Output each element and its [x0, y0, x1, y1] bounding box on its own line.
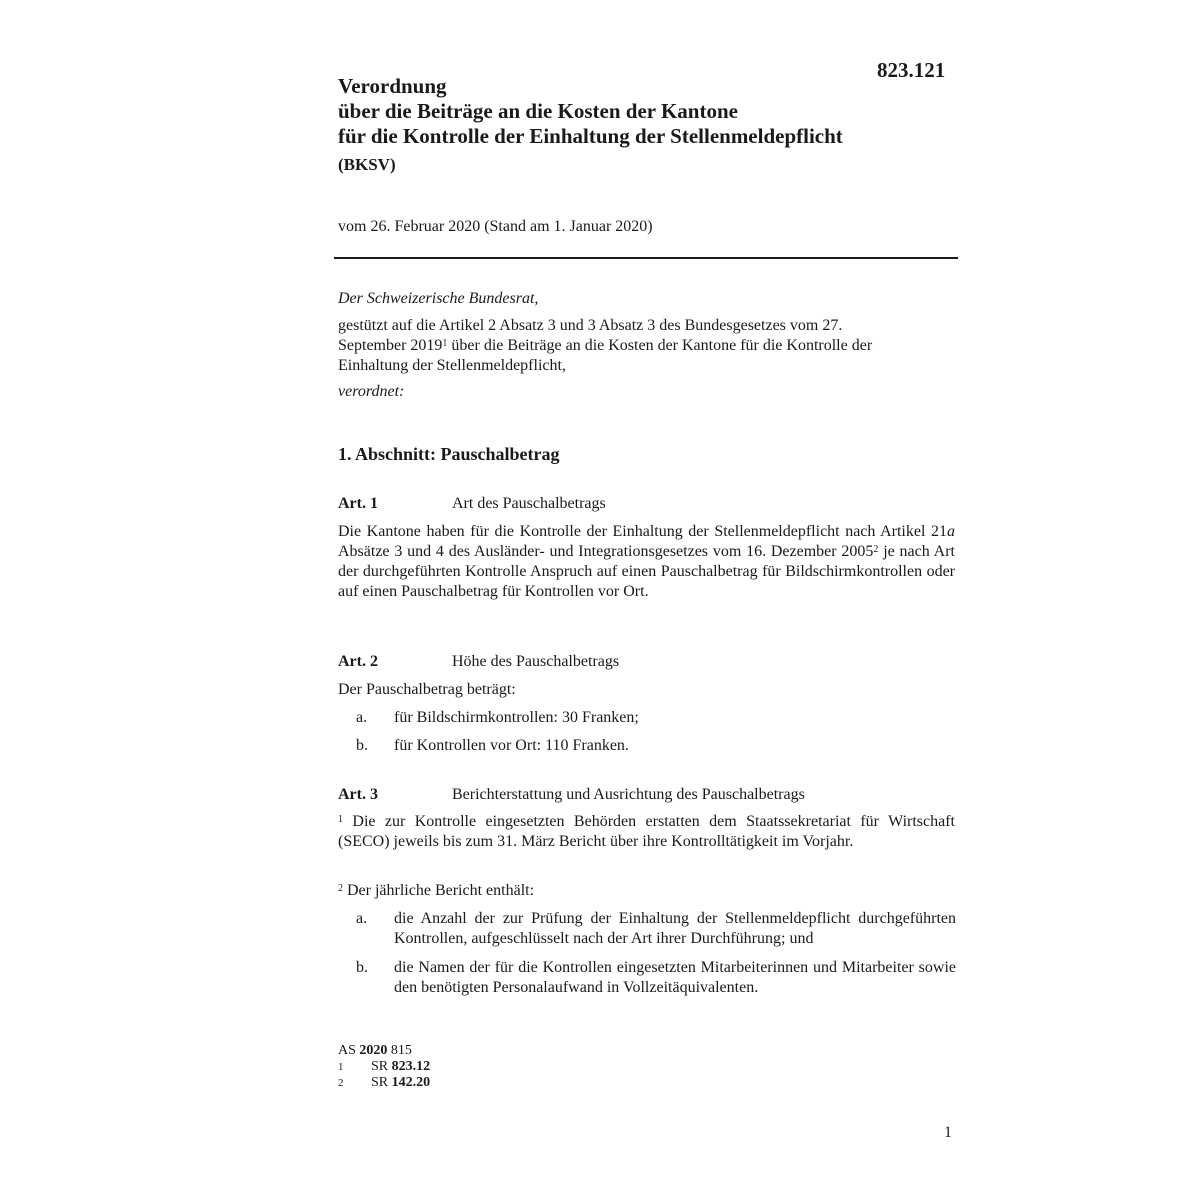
as-prefix: AS [338, 1043, 360, 1058]
article-3-paragraph-1 [338, 812, 955, 852]
article-2-heading [338, 652, 619, 672]
footnote-ref[interactable]: 1 [442, 338, 448, 349]
article-title: Art des Pauschalbetrags [452, 495, 606, 512]
footnote-sr-number: 142.20 [391, 1075, 431, 1090]
title-line: Verordnung [338, 74, 447, 98]
article-text: je nach Art der durchgeführten Kontrolle Anspruch auf einen Pauschalbetrag für Bildschirmkontrollen oder auf einen Pauschalbetrag für Kontrollen vor Ort. [338, 543, 955, 600]
date-line: vom 26. Februar 2020 (Stand am 1. Januar 2020) [338, 218, 653, 235]
article-3-heading [338, 785, 805, 805]
article-title: Höhe des Pauschalbetrags [452, 653, 620, 670]
list-text: die Anzahl der zur Prüfung der Einhaltung der Stellenmeldepflicht durchgeführten Kontrollen, aufgeschlüsselt nach der Art ihrer Durchführung; und [394, 910, 956, 947]
list-letter: a. [356, 709, 368, 726]
preamble-basis-text: über die Beiträge an die Kosten der Kantone für die Kontrolle der Einhaltung der Stellenmeldepflicht, [338, 337, 873, 374]
divider [334, 257, 958, 259]
article-text: a [947, 523, 955, 540]
document-title [338, 74, 958, 175]
footnote [338, 1075, 430, 1091]
article-1-text [338, 522, 955, 602]
article-text: Die zur Kontrolle eingesetzten Behörden erstatten dem Staatssekretariat für Wirtschaft (SECO) jeweils bis zum 31. März Bericht über ihre Kontrolltätigkeit im Vorjahr. [338, 813, 955, 850]
article-2-intro: Der Pauschalbetrag beträgt: [338, 681, 516, 698]
article-number: Art. 2 [338, 653, 378, 670]
footnote [338, 1059, 430, 1075]
article-text: Die Kantone haben für die Kontrolle der Einhaltung der Stellenmeldepflicht nach Artikel 21 [338, 523, 947, 540]
title-line: für die Kontrolle der Einhaltung der Stellenmeldepflicht [338, 124, 843, 148]
as-year: 2020 [359, 1043, 388, 1058]
preamble-author: Der Schweizerische Bundesrat, [338, 290, 539, 307]
list-text: für Kontrollen vor Ort: 110 Franken. [394, 737, 629, 754]
sr-number: 823.121 [877, 58, 946, 82]
footnote-sr-number: 823.12 [391, 1059, 431, 1074]
page-number: 1 [944, 1124, 952, 1141]
article-1-heading [338, 494, 606, 514]
footnote-ref[interactable]: 2 [873, 544, 879, 555]
preamble-verb: verordnet: [338, 383, 405, 400]
article-number: Art. 3 [338, 786, 378, 803]
section-heading: 1. Abschnitt: Pauschalbetrag [338, 444, 560, 464]
as-reference [338, 1043, 430, 1059]
list-letter: b. [356, 959, 368, 976]
list-item [356, 708, 956, 728]
title-abbreviation: (BKSV) [338, 155, 396, 174]
as-page: 815 [387, 1043, 412, 1058]
list-item [356, 909, 956, 949]
paragraph-number: 1 [338, 814, 343, 825]
list-letter: a. [356, 910, 368, 927]
paragraph-number: 2 [338, 883, 343, 894]
title-line: über die Beiträge an die Kosten der Kantone [338, 99, 738, 123]
list-letter: b. [356, 737, 368, 754]
footnote-mark: 2 [338, 1077, 344, 1089]
list-item [356, 736, 956, 756]
article-text: Absätze 3 und 4 des Ausländer- und Integrationsgesetzes vom 16. Dezember 2005 [338, 543, 874, 560]
footnote-mark: 1 [338, 1061, 344, 1073]
article-3-paragraph-2 [338, 881, 955, 901]
article-number: Art. 1 [338, 495, 378, 512]
preamble-basis-text: gestützt auf die Artikel 2 Absatz 3 und 3 Absatz 3 des Bundesgesetzes vom 27. September 2019 [338, 317, 843, 354]
preamble-basis [338, 316, 898, 376]
footnotes [338, 1043, 430, 1091]
list-text: für Bildschirmkontrollen: 30 Franken; [394, 709, 639, 726]
article-title: Berichterstattung und Ausrichtung des Pauschalbetrags [452, 786, 805, 803]
article-text: Der jährliche Bericht enthält: [343, 882, 535, 899]
footnote-prefix: SR [371, 1075, 392, 1090]
list-item [356, 958, 956, 998]
list-text: die Namen der für die Kontrollen eingesetzten Mitarbeiterinnen und Mitarbeiter sowie den benötigten Personalaufwand in Vollzeitäquivalenten. [394, 959, 956, 996]
footnote-prefix: SR [371, 1059, 392, 1074]
